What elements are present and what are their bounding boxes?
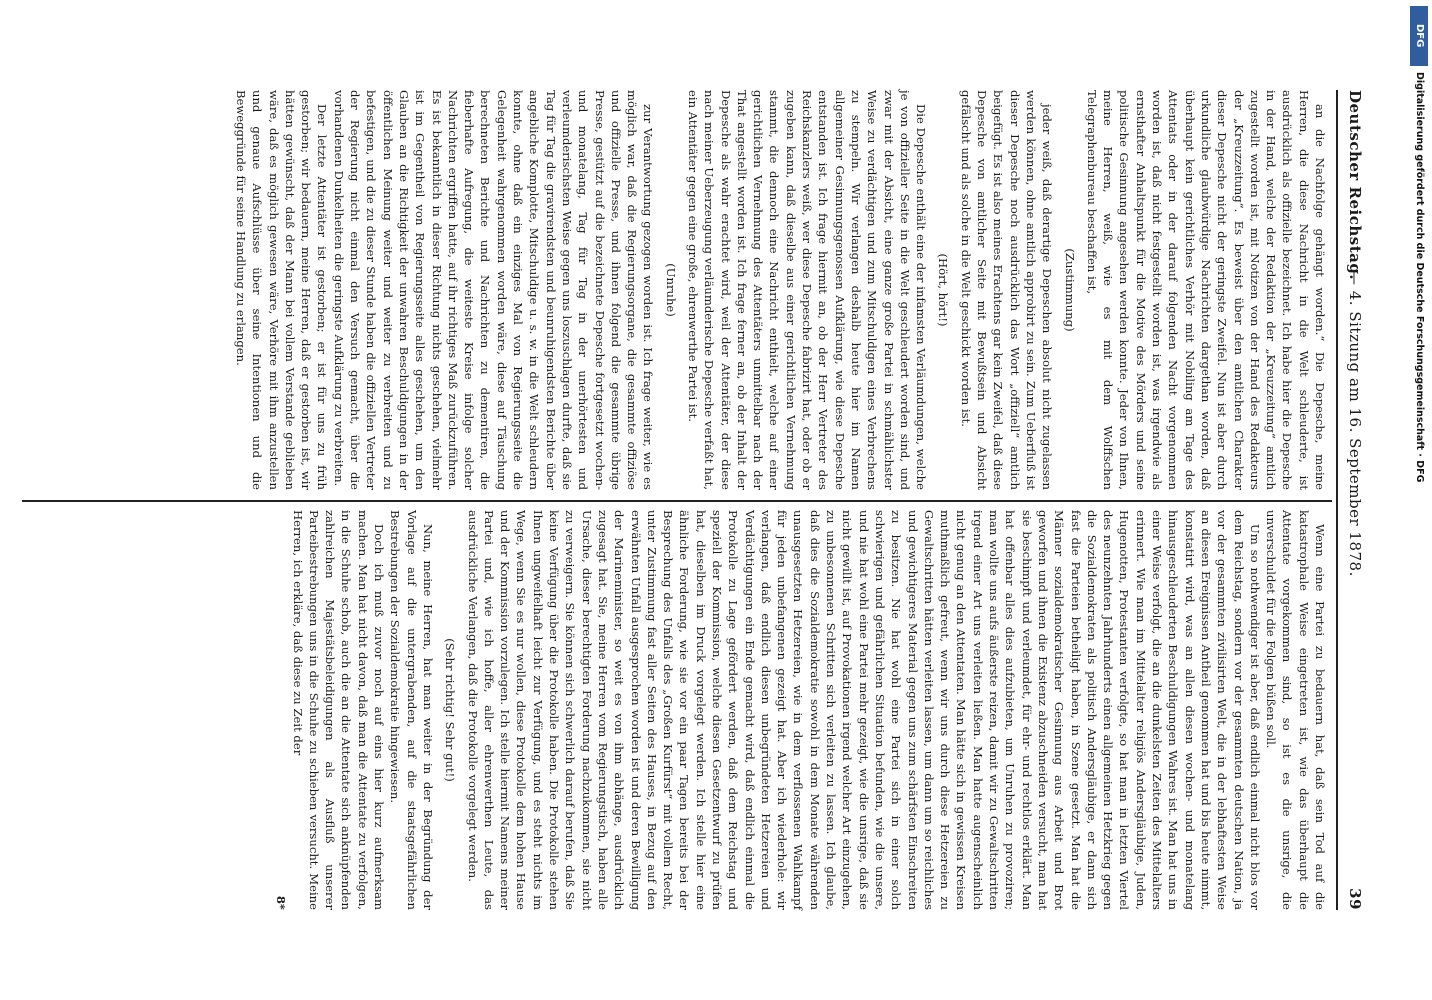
left-text-column <box>233 90 1328 490</box>
page-number: 39 <box>1346 888 1364 910</box>
journal-title: Deutscher Reichstag. <box>1346 90 1364 281</box>
paragraph: Der letzte Attentäter ist gestorben; er ist für uns zu früh gestorben; wir bedauern, meine Herren, daß er gestorben ist, wir hätten gewünscht, daß der Mann bei vollem Verstande geblieben wäre, daß es möglich gewesen wäre, Verhöre mit ihm anzustellen und genaue Aufschlüsse über seine Intentionen und die Beweggründe für seine Handlung zu erlangen. <box>234 90 330 490</box>
paragraph: an die Nachfolge gehängt worden.“ Die Depesche, meine Herren, die diese Nachricht in die Welt schleuderte, ist ausdrücklich als offizielle bezeichnet. Ich habe hier die Depesche in der Hand, welche der Redaktion der „Kreuzzeitung“ amtlich zugestellt worden ist, mit Notizen von der Hand des Redakteurs der „Kreuzzeitung“. Es beweist über den amtlichen Charakter dieser Depesche nicht der geringste Zweifel. Nun ist aber durch urkundliche glaubwürdige Nachrichten dargethan worden, daß überhaupt kein gerichtliches Verhör mit Nobiling am Tage des Attentats oder in der darauf folgenden Nacht vorgenommen worden ist, daß nicht festgestellt worden ist, was irgendwie als ernsthafter Anhaltspunkt für die Motive des Mörders und seine politische Gesinnung angesehen werden konnte. Jeder von Ihnen, meine Herren, weiß, wie es mit dem Wolffschen Telegraphenbureau beschaffen ist, <box>1084 90 1327 490</box>
paragraph: jeder weiß, daß derartige Depeschen absolut nicht zugelassen werden können, ohne amtlich approbirt zu sein. Zum Ueberfluß ist dieser Depesche noch ausdrücklich das Wort „offiziell“ amtlich beigefügt. Es ist also meines Erachtens gar kein Zweifel, daß diese Depesche von amtlicher Seite mit Bewußtsein und Absicht gefälscht und als solche in die Welt geschickt worden ist. <box>958 90 1055 490</box>
signature-mark: 8* <box>274 895 289 910</box>
digitization-strip <box>1402 0 1432 1000</box>
interjection: (Hört, hört!) <box>936 253 951 327</box>
digitization-note: Digitalisierung gefördert durch die Deutsche Forschungsgemeinschaft · DFG <box>1414 72 1425 483</box>
header-rule <box>1336 90 1338 910</box>
right-text-column <box>273 510 1328 910</box>
running-head <box>1338 90 1370 910</box>
paragraph: Wenn eine Partei zu bedauern hat, daß sein Tod auf die katastrophale Weise eingetreten ist, wie das überhaupt die Attentate vorgekommen sind, so ist es die unsrige, die unverschuldet für die Folgen büßen soll. <box>1264 510 1327 910</box>
paragraph: Die Depesche enthält eine der infamsten Verläumdungen, welche je von offizieller Seite in die Welt geschleudert worden sind, und zwar mit der Absicht, eine ganze große Partei in schmählichster Weise zu verdächtigen und zum Mitschuldigen eines Verbrechens zu stempeln. Wir verlangen deshalb heute hier im Namen allgemeiner Gesinnungsgenossen Aufklärung, wie diese Depesche entstanden ist. Ich frage hiermit an, ob der Herr Vertreter des Reichskanzlers weiß, wer diese Depesche fabrizirt hat, oder ob er zugeben kann, daß dieselbe aus einer gerichtlichen Vernehmung stammt, die dennoch eine Nachricht enthielt, welche auf einer gerichtlichen Vernehmung des Attentäters unmittelbar nach der That angestellt worden ist. Ich frage ferner an, ob der Inhalt der Depesche als wahr erachtet wird, weil der Attentäter, der diese nach meiner Ueberzeugung verläumderische Depesche verfaßt hat, ein Attentäter gegen eine große, ehrenwerthe Partei ist. <box>686 90 929 490</box>
dfg-logo: DFG <box>1410 6 1428 66</box>
session-title: — 4. Sitzung am 16. September 1878. <box>1346 270 1364 577</box>
interjection: (Unruhe) <box>663 263 678 317</box>
paragraph: zur Verantwortung gezogen worden ist. Ich frage weiter, wie es möglich war, daß die Regierungsorgane, die gesammte offiziöse und offizielle Presse, und ihnen folgend die gesammte übrige Presse, gestützt auf die bezeichnete Depesche fortgesetzt wochen- und monatelang, Tag für Tag in der unerhörtesten und verleumderischsten Weise gegen uns loszuschlagen durfte, daß sie Tag für Tag die gravirendsten und beunruhigendsten Berichte über angebliche Komplotte, Mitschuldige u. s. w. in die Welt schleudern konnte, ohne daß ein einziges Mal von Regierungsseite die Gelegenheit wahrgenommen worden wäre, diese auf Täuschung berechneten Berichte und Nachrichten zu dementiren, die fieberhafte Aufregung, die weiteste Kreise infolge solcher Nachrichten ergriffen hatte, auf ihr richtiges Maß zurückzuführen. Es ist bekanntlich in dieser Richtung nichts geschehen, vielmehr ist im Gegentheil von Regierungsseite alles geschehen, um den Glauben an die Richtigkeit der unwahren Beschuldigungen in der öffentlichen Meinung weiter und weiter zu verbreiten und zu befestigen, und die zu dieser Stunde haben die offiziellen Vertreter der Regierung nicht einmal den Versuch gemacht, über die vorhandenen Dunkelheiten die geringste Aufklärung zu verbreiten. <box>331 90 656 490</box>
paragraph: Doch ich muß zuvor noch auf eins hier kurz aufmerksam machen. Man hat nicht davon, daß man die Attentate zu verfolgen, in die Schuhe schob, auch die an die Attentate sich anknüpfenden zahlreichen Majestätsbeleidigungen als Ausfluß unserer Parteibestrebungen uns in die Schuhe zu schieben versucht. Meine Herren, ich erkläre, daß diese zu Zeit der <box>290 510 387 910</box>
interjection: (Sehr richtig! Sehr gut!) <box>443 638 458 782</box>
paragraph: Nun, meine Herren, hat man weiter in der Begründung der Vorlage auf die untergrabenden, auf die staatsgefährlichen Bestrebungen der Sozialdemokratie hingewiesen. <box>388 510 435 910</box>
paragraph: Um so nothwendiger ist aber, daß endlich einmal nicht blos vor dem Reichstag, sondern vor der gesammten deutschen Nation, ja vor der gesammten zivilisirten Welt, die in der lebhaftesten Weise an diesen Ereignissen Antheil genommen hat und bis heute nimmt, konstatirt wird, was an allen diesen wochen- und monatelang hinausgeschleuderten Beschuldigungen Wahres ist. Man hat uns in einer Weise verfolgt, die an die dunkelsten Zeiten des Mittelalters erinnert. Wie man im Mittelalter religiös Andersgläubige, Juden, Hugenotten, Protestanten verfolgte, so hat man in letzten Viertel des neunzehnten Jahrhunderts einen allgemeinen Hetzkrieg gegen die Sozialdemokraten als politisch Andersgläubige, er dann sich fast die Parteien betheiligt haben, in Szene gesetzt. Man hat die Männer sozialdemokratischer Gesinnung aus Arbeit und Brot geworfen und ihnen die Existenz abzuschneiden versucht, man hat sie beschimpft und verleumdet, für ehr- und rechtlos erklärt. Man hat offenbar alles dies aufzubieten, um Unruhen zu provoziren; man wollte uns aufs äußerste reizen, damit wir zu Gewaltschritten irgend einer Art uns verleiten ließen. Man hatte augenscheinlich nicht genug an den Attentaten. Man hätte sich in gewissen Kreisen muthmaßlich gefreut, wenn wir uns durch diese Hetzereien zu Gewaltschritten hätten verleiten lassen, um dann um so reichliches und gewichtigeres Material gegen uns zum schärfsten Einschreiten zu besitzen. Nie hat wohl eine Partei sich in einer solch schwierigen und gefährlichen Situation befunden, wie die unsere, und nie hat wohl eine Partei mehr gezeigt, wie die unsrige, daß sie nicht gewillt ist, auf Provokationen irgend welcher Art einzugehen, zu unbesonnenen Schritten sich verleiten zu lassen. Ich glaube, daß dies die Sozialdemokratie sowohl in dem Monate währenden unausgesetzten Hetzereien, wie in dem verflossenen Wahlkampf für jeden unbefangenen gezeigt hat. Aber ich wiederhole: wir verlangen, daß endlich diesen unbegründeten Hetzereien und Verdächtigungen ein Ende gemacht wird, daß endlich einmal die Protokolle zu Lage gefördert werden, daß dem Reichstag und speziell der Kommission, welche diesen Gesetzentwurf zu prüfen hat, dieselben im Druck vorgelegt werden. Ich stelle hier eine ähnliche Forderung, wie sie vor ein paar Tagen bereits bei der Besprechung des Unfalls des „Großen Kurfürst“ mit vollem Recht, unter Zustimmung fast aller Seiten des Hauses, in Bezug auf den erwähnten Unfall ausgesprochen worden ist und deren Bewilligung der Marineminister, so weit es von ihm abhänge, ausdrücklich zugesagt hat. Sie, meine Herren vom Regierungstisch, haben alle Ursache, dieser berechtigten Forderung nachzukommen, sie nicht zu verweigern. Sie können sich schwerlich darauf berufen, daß Sie keine Verfügung über die Protokolle haben. Die Protokolle stehen Ihnen ungweifelhaft leicht zur Verfügung, und es steht nichts im Wege, wenn Sie es nur wollen, diese Protokolle dem hohen Hause und der Kommission vorzulegen. Ich stelle hiermit Namens meiner Partei und, wie ich hoffe, aller ehrenwerthen Leute, das ausdrückliche Verlangen, daß die Protokolle vorgelegt werden. <box>465 510 1262 910</box>
column-divider <box>22 500 1332 502</box>
interjection: (Zustimmung) <box>1062 248 1077 332</box>
